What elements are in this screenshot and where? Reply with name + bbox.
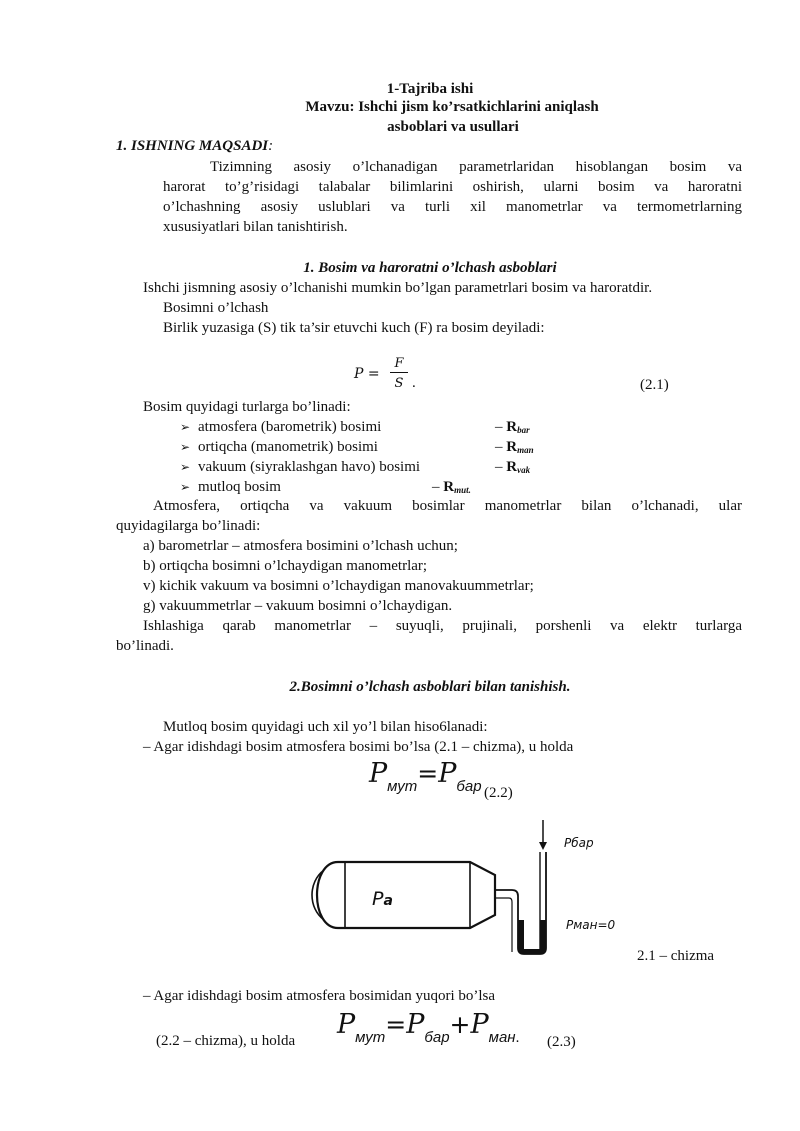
topic-title: Mavzu: Ishchi jism ko’rsatkichlarini aniqlash <box>305 99 599 115</box>
case-2-text-continued: (2.2 – chizma), u holda <box>156 1033 296 1049</box>
formula-2-2-number: (2.2) <box>484 785 513 801</box>
type-item-absolute: ➢ mutloq bosim <box>180 479 281 495</box>
arrowhead-bullet-icon: ➢ <box>180 420 191 434</box>
type-item-absolute-symbol: – $R_{mut.}$ <box>432 479 471 495</box>
type-item-barometric-symbol: – $R_{bar}$ <box>495 419 530 435</box>
goal-line-3: o’lchashning asosiy uslublari va turli xil manometrlar va termometrlarning <box>163 199 742 215</box>
arrowhead-bullet-icon: ➢ <box>180 480 191 494</box>
formula-2-1-numerator: F <box>394 356 404 371</box>
pressure-measurement-label: Bosimni o’lchash <box>163 300 269 316</box>
topic-subtitle: asboblari va usullari <box>387 119 519 135</box>
arrowhead-bullet-icon: ➢ <box>180 440 191 454</box>
type-item-vacuum: ➢ vakuum (siyraklashgan havo) bosimi <box>180 459 421 475</box>
formula-2-1-lhs <box>354 365 380 384</box>
case-1-text: – Agar idishdagi bosim atmosfera bosimi bo’lsa (2.1 – chizma), u holda <box>143 739 574 755</box>
formula-2-2-eq: = <box>417 759 439 788</box>
formula-2-2 <box>369 757 482 804</box>
formula-2-1-eq: = <box>367 366 380 382</box>
type-item-manometric: ➢ ortiqcha (manometrik) bosimi <box>180 439 378 455</box>
goal-line-2: harorat to’g’risidagi talabalar bilimlarini oshirish, ularni bosim va haroratni <box>163 179 742 195</box>
formula-2-3-number: (2.3) <box>547 1034 576 1050</box>
vessel-outline <box>317 862 495 928</box>
manometers-paragraph-line-1: Atmosfera, ortiqcha va vakuum bosimlar manometrlar bilan o’lchanadi, ular <box>153 498 742 514</box>
lab-title: 1-Tajriba ishi <box>386 81 474 97</box>
vessel-pressure-label: Pa <box>372 888 393 910</box>
goal-line-4: xususiyatlari bilan tanishtirish. <box>163 219 348 235</box>
type-item-vacuum-symbol: – $R_{vak}$ <box>495 459 531 475</box>
formula-2-1-denominator: S <box>394 376 404 391</box>
manometer-list-item-g: g) vakuummetrlar – vakuum bosimni o’lchaydigan. <box>143 598 453 614</box>
manometer-list-item-b: b) ortiqcha bosimni o’lchaydigan manometrlar; <box>143 558 428 574</box>
formula-2-2-p: P <box>369 758 388 789</box>
pressure-arrowhead-icon <box>539 842 547 850</box>
type-item-barometric: ➢ atmosfera (barometrik) bosimi <box>180 419 382 435</box>
barometric-pressure-label: Рбар <box>564 836 594 850</box>
formula-2-3-p3: P <box>470 1009 489 1040</box>
formula-2-3-sub-bar: бар <box>424 1029 450 1046</box>
manometers-paragraph-line-2: quyidagilarga bo’linadi: <box>116 518 261 534</box>
figure-2-1-caption: 2.1 – chizma <box>637 948 715 964</box>
parameters-paragraph: Ishchi jismning asosiy o’lchanishi mumkin bo’lgan parametrlari bosim va haroratdir. <box>143 280 653 296</box>
formula-2-3-p: P <box>337 1009 356 1040</box>
manometer-types-line-2: bo’linadi. <box>116 638 174 654</box>
formula-2-3-eq: = <box>385 1010 407 1039</box>
subsection-1-title: 1. Bosim va haroratni o’lchash asboblari <box>303 260 557 276</box>
manometric-pressure-label: Рман=0 <box>566 918 616 932</box>
formula-2-3-sub-man: ман <box>488 1029 516 1046</box>
formula-2-1-dot: . <box>412 375 416 391</box>
formula-2-3-sub-mut: мут <box>355 1029 386 1046</box>
formula-2-2-sub-bar: бар <box>456 778 482 795</box>
manometer-list-item-v: v) kichik vakuum va bosimni o’lchaydigan manovakuummetrlar; <box>143 578 534 594</box>
manometer-list-item-a: a) barometrlar – atmosfera bosimini o’lchash uchun; <box>143 538 458 554</box>
section-1-title-text: 1. ISHNING MAQSADI <box>116 138 269 154</box>
arrowhead-bullet-icon: ➢ <box>180 460 191 474</box>
goal-line-1: Tizimning asosiy o’lchanadigan parametrlaridan hisoblangan bosim va <box>210 159 742 175</box>
formula-2-1-fraction-bar <box>390 372 408 373</box>
case-2-text: – Agar idishdagi bosim atmosfera bosimidan yuqori bo’lsa <box>143 988 496 1004</box>
formula-2-1-number: (2.1) <box>640 377 669 393</box>
formula-2-2-sub-mut: мут <box>387 778 418 795</box>
type-item-manometric-symbol: – $R_{man}$ <box>495 439 534 455</box>
manometer-liquid <box>518 920 546 954</box>
formula-2-3-p2: P <box>406 1009 425 1040</box>
section-1-title <box>116 137 273 156</box>
types-intro: Bosim quyidagi turlarga bo’linadi: <box>143 399 351 415</box>
formula-2-2-p2: P <box>438 758 457 789</box>
section-1-title-colon: : <box>268 138 274 154</box>
formula-2-3-dot: . <box>515 1030 520 1046</box>
pressure-definition: Birlik yuzasiga (S) tik ta’sir etuvchi kuch (F) ra bosim deyiladi: <box>163 320 545 336</box>
formula-2-3-plus: + <box>449 1010 471 1039</box>
subsection-2-title: 2.Bosimni o’lchash asboblari bilan tanishish. <box>289 679 571 695</box>
formula-2-3 <box>337 1008 519 1055</box>
formula-2-1-p: P <box>354 366 364 382</box>
u-tube-inner-left <box>495 898 512 952</box>
manometer-types-line-1: Ishlashiga qarab manometrlar – suyuqli, prujinali, porshenli va elektr turlarga <box>143 618 742 634</box>
absolute-pressure-intro: Mutloq bosim quyidagi uch xil yo’l bilan hiso6lanadi: <box>163 719 488 735</box>
